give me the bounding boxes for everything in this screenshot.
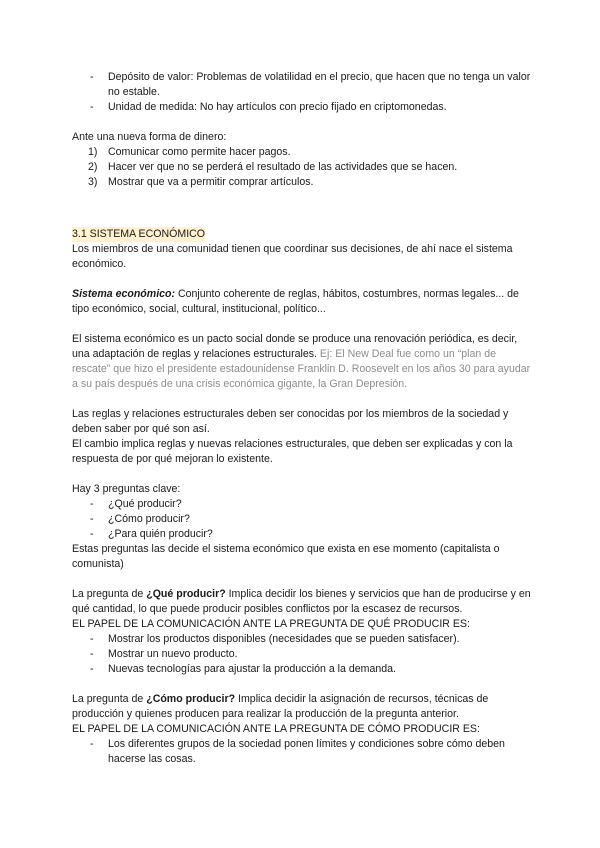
page-content: [72, 70, 532, 767]
new-money-list: [72, 145, 532, 190]
list-marker: -: [90, 648, 94, 660]
list-item-text: ¿Qué producir?: [108, 498, 182, 510]
how-role: EL PAPEL DE LA COMUNICACIÓN ANTE LA PREGUNTA DE CÓMO PRODUCIR ES:: [72, 723, 480, 735]
list-marker: -: [90, 663, 94, 675]
pact-example: Ej: El New Deal fue como un “plan de rescate” que hizo el presidente estadounidense Franklin D. Roosevelt en los años 30 para ayudar a su país después de una crisis económica gigante, la Gran Depresión.: [72, 348, 531, 390]
list-item-text: ¿Para quién producir?: [108, 528, 213, 540]
list-marker: -: [90, 498, 94, 510]
what-list: [72, 632, 532, 677]
list-item: [72, 632, 532, 647]
how-term: ¿Cómo producir?: [146, 693, 236, 705]
list-item-text: ¿Cómo producir?: [108, 513, 190, 525]
list-item: [72, 70, 532, 100]
list-item: [72, 647, 532, 662]
intro-list: [72, 70, 532, 115]
list-item-text: Depósito de valor: Problemas de volatilidad en el precio, que hacen que no tenga un valor no estable.: [108, 71, 531, 98]
what-paragraph: [72, 587, 532, 617]
list-item: [72, 527, 532, 542]
list-item-text: Nuevas tecnologías para ajustar la producción a la demanda.: [108, 663, 396, 675]
list-item: [72, 662, 532, 677]
list-marker: 2): [88, 161, 98, 173]
list-item: [72, 145, 532, 160]
questions-lead: Hay 3 preguntas clave:: [72, 483, 181, 495]
questions-after: Estas preguntas las decide el sistema económico que exista en ese momento (capitalista o comunista): [72, 543, 500, 570]
list-item: [72, 100, 532, 115]
list-item-text: Unidad de medida: No hay artículos con precio fijado en criptomonedas.: [108, 101, 447, 113]
list-item: [72, 737, 532, 767]
list-marker: 1): [88, 146, 98, 158]
section-heading: 3.1 SISTEMA ECONÓMICO: [72, 228, 206, 240]
how-list: [72, 737, 532, 767]
how-text: Implica decidir la asignación de recursos, técnicas de producción y quienes producen para realizar la producción de la pregunta anterior.: [72, 693, 489, 720]
pact-text: El sistema económico es un pacto social donde se produce una renovación periódica, es decir, una adaptación de reglas y relaciones estructurales.: [72, 333, 518, 360]
list-item: [72, 497, 532, 512]
section-intro: Los miembros de una comunidad tienen que coordinar sus decisiones, de ahí nace el sistema económico.: [72, 243, 513, 270]
list-item-text: Comunicar como permite hacer pagos.: [108, 146, 291, 158]
list-marker: 3): [88, 176, 98, 188]
list-item: [72, 175, 532, 190]
questions-list: [72, 497, 532, 542]
what-pre: La pregunta de: [72, 588, 147, 600]
list-item-text: Hacer ver que no se perderá el resultado de las actividades que se hacen.: [108, 161, 458, 173]
list-marker: -: [90, 513, 94, 525]
what-text: Implica decidir los bienes y servicios que han de producirse y en qué cantidad, lo que puede producir posibles conflictos por la escasez de recursos.: [72, 588, 531, 615]
list-item: [72, 512, 532, 527]
what-term: ¿Qué producir?: [146, 588, 226, 600]
list-marker: -: [90, 528, 94, 540]
list-item-text: Los diferentes grupos de la sociedad ponen límites y condiciones sobre cómo deben hacerse las cosas.: [108, 738, 505, 765]
list-marker: -: [90, 71, 94, 83]
definition-paragraph: [72, 287, 532, 317]
rules-paragraph-1: Las reglas y relaciones estructurales deben ser conocidas por los miembros de la sociedad y deben saber por qué son así.: [72, 408, 509, 435]
list-item-text: Mostrar los productos disponibles (necesidades que se pueden satisfacer).: [108, 633, 460, 645]
what-role: EL PAPEL DE LA COMUNICACIÓN ANTE LA PREGUNTA DE QUÉ PRODUCIR ES:: [72, 618, 470, 630]
list-item: [72, 160, 532, 175]
list-item-text: Mostrar que va a permitir comprar artículos.: [108, 176, 314, 188]
new-money-lead: Ante una nueva forma de dinero:: [72, 131, 227, 143]
list-item-text: Mostrar un nuevo producto.: [108, 648, 238, 660]
list-marker: -: [90, 101, 94, 113]
how-paragraph: [72, 692, 532, 722]
list-marker: -: [90, 738, 94, 750]
definition-term: Sistema económico:: [72, 288, 176, 300]
definition-text: Conjunto coherente de reglas, hábitos, costumbres, normas legales... de tipo económico, social, cultural, institucional, político...: [72, 288, 519, 315]
list-marker: -: [90, 633, 94, 645]
rules-paragraph-2: El cambio implica reglas y nuevas relaciones estructurales, que deben ser explicadas y con la respuesta de por qué mejoran lo existente.: [72, 438, 513, 465]
how-pre: La pregunta de: [72, 693, 147, 705]
pact-paragraph: [72, 332, 532, 392]
